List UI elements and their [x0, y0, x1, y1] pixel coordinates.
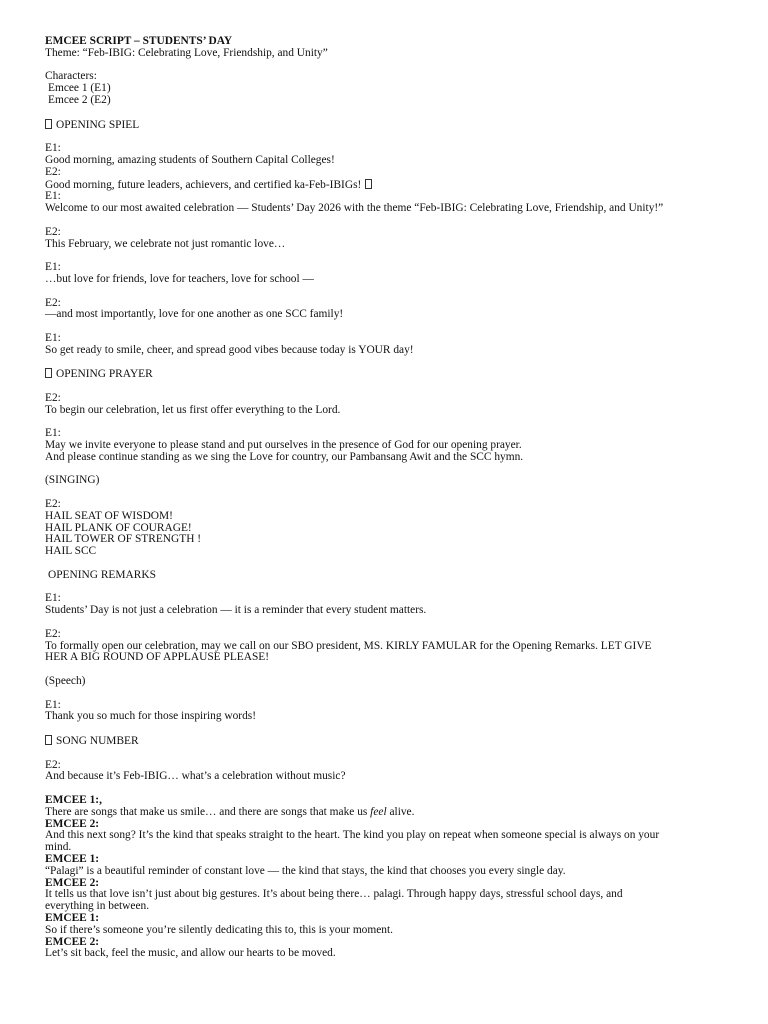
emcee-label: EMCEE 2: — [45, 935, 100, 948]
script-line: mind. — [45, 841, 72, 854]
section-heading-opening-spiel: OPENING SPIEL — [45, 119, 725, 132]
section-heading-opening-remarks: OPENING REMARKS — [48, 568, 156, 581]
emphasis-text: feel — [370, 805, 387, 818]
script-line: To begin our celebration, let us first offer everything to the Lord. — [45, 403, 341, 416]
script-line: And this next song? It’s the kind that speaks straight to the heart. The kind you play on repeat when someone special is always on your — [45, 829, 660, 842]
speaker-label: E2: — [45, 627, 61, 640]
characters-label: Characters: — [45, 70, 97, 83]
emcee-label: EMCEE 2: — [45, 817, 100, 830]
emcee-label: EMCEE 1:, — [45, 794, 102, 806]
script-line: And because it’s Feb-IBIG… what’s a celebration without music? — [45, 770, 346, 783]
script-line: HER A BIG ROUND OF APPLAUSE PLEASE! — [45, 651, 270, 664]
script-line: So get ready to smile, cheer, and spread good vibes because today is YOUR day! — [45, 343, 414, 356]
speaker-label: E1: — [45, 331, 61, 344]
script-line: —and most importantly, love for one another as one SCC family! — [45, 308, 344, 321]
script-line: This February, we celebrate not just romantic love… — [45, 237, 286, 250]
speaker-label: E1: — [45, 261, 61, 274]
speaker-label: E2: — [45, 758, 61, 771]
script-line: So if there’s someone you’re silently dedicating this to, this is your moment. — [45, 923, 393, 936]
script-line: Good morning, future leaders, achievers, and certified ka-Feb-IBIGs! — [45, 179, 725, 192]
speaker-label: E1: — [45, 698, 61, 711]
character-item: Emcee 1 (E1) — [48, 82, 111, 95]
speaker-label: E2: — [45, 165, 61, 178]
missing-glyph-icon — [45, 368, 52, 378]
missing-glyph-icon — [45, 735, 52, 745]
hail-line: HAIL SCC — [45, 545, 97, 558]
script-line: Let’s sit back, feel the music, and allow our hearts to be moved. — [45, 947, 336, 960]
speaker-label: E1: — [45, 427, 61, 440]
speaker-label: E2: — [45, 296, 61, 309]
speaker-label: E1: — [45, 142, 61, 155]
script-line: “Palagi” is a beautiful reminder of constant love — the kind that stays, the kind that chooses you every single day. — [45, 864, 566, 877]
script-line: And please continue standing as we sing the Love for country, our Pambansang Awit and the SCC hymn. — [45, 450, 524, 463]
missing-glyph-icon — [365, 179, 372, 189]
script-line: It tells us that love isn’t just about big gestures. It’s about being there… palagi. Through happy days, stressful school days, and — [45, 888, 623, 901]
script-line: …but love for friends, love for teachers, love for school — — [45, 272, 314, 285]
section-heading-opening-prayer: OPENING PRAYER — [45, 368, 725, 381]
speaker-label: E2: — [45, 391, 61, 404]
script-line: everything in between. — [45, 900, 150, 913]
script-line: Students’ Day is not just a celebration — it is a reminder that every student matters. — [45, 604, 427, 617]
speaker-label: E1: — [45, 190, 61, 203]
script-line: There are songs that make us smile… and there are songs that make us feel alive. — [45, 805, 415, 818]
script-line: Welcome to our most awaited celebration — Students’ Day 2026 with the theme “Feb-IBIG: Celebrating Love, Friendship, and Unity!” — [45, 202, 664, 215]
document-theme: Theme: “Feb-IBIG: Celebrating Love, Friendship, and Unity” — [45, 46, 328, 59]
script-line: May we invite everyone to please stand and put ourselves in the presence of God for our opening prayer. — [45, 439, 522, 452]
hail-line: HAIL PLANK OF COURAGE! — [45, 521, 192, 534]
script-line: Thank you so much for those inspiring words! — [45, 710, 257, 723]
hail-line: HAIL TOWER OF STRENGTH ! — [45, 533, 202, 546]
script-line: Good morning, amazing students of Southern Capital Colleges! — [45, 153, 335, 166]
document-title: EMCEE SCRIPT – STUDENTS’ DAY — [45, 35, 233, 47]
speaker-label: E2: — [45, 225, 61, 238]
speaker-label: E2: — [45, 498, 61, 511]
section-heading-song-number: SONG NUMBER — [45, 735, 725, 748]
character-item: Emcee 2 (E2) — [48, 93, 111, 106]
emcee-label: EMCEE 2: — [45, 876, 100, 889]
stage-direction: (SINGING) — [45, 474, 100, 487]
stage-direction: (Speech) — [45, 675, 86, 688]
script-line: To formally open our celebration, may we call on our SBO president, MS. KIRLY FAMULAR for the Opening Remarks. LET GIVE — [45, 639, 652, 652]
speaker-label: E1: — [45, 592, 61, 605]
emcee-label: EMCEE 1: — [45, 852, 100, 865]
emcee-label: EMCEE 1: — [45, 911, 100, 924]
hail-line: HAIL SEAT OF WISDOM! — [45, 509, 173, 522]
missing-glyph-icon — [45, 119, 52, 129]
script-content — [45, 36, 725, 960]
